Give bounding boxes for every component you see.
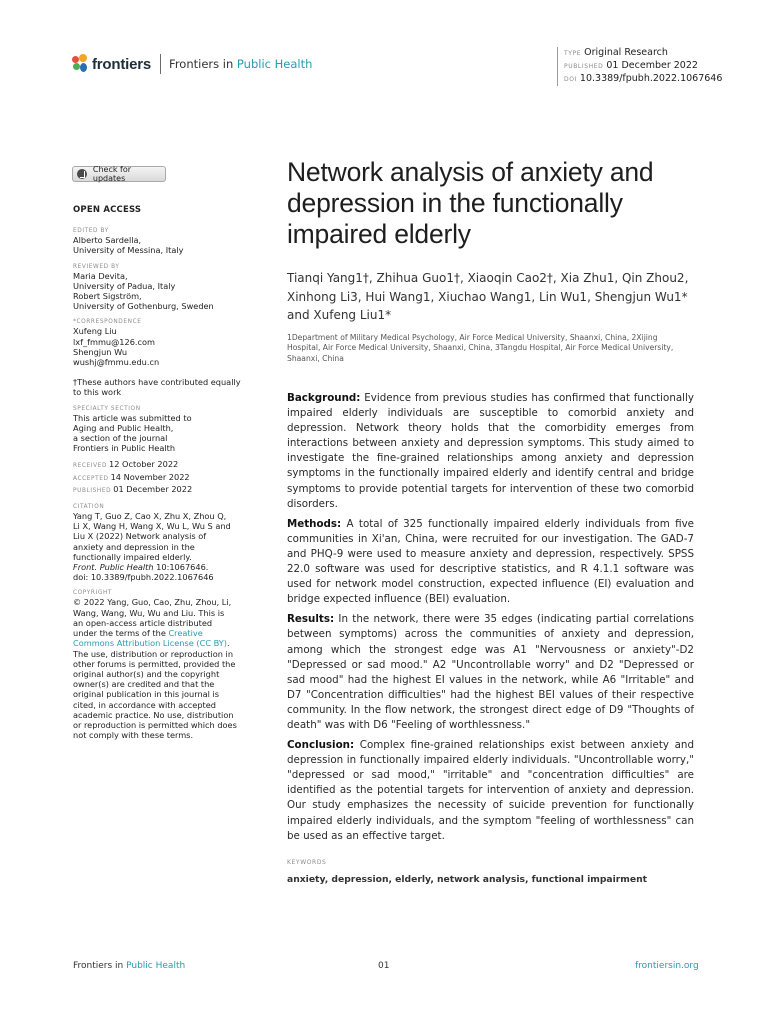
- equal-contribution-note: †These authors have contributed equally to this work: [73, 377, 241, 398]
- keywords-label: KEYWORDS: [287, 859, 327, 866]
- reviewed-by: Maria Devita, University of Padua, Italy Robert Sigström, University of Gothenburg, Sweden: [73, 270, 214, 312]
- article-type: TYPE Original Research: [564, 47, 668, 58]
- abstract-background: Background: Evidence from previous studies has confirmed that functionally impaired elderly individuals are susceptible to comorbid anxiety and depression. Network theory holds that the comorbidity emerges from interactions between anxiety and depression symptoms. This study aimed to investigate the fine-grained relationships among anxiety and depression symptoms in the functionally impaired elderly and identify central and bridge symptoms to provide potential targets for intervention of these two comorbid disorders.: [287, 392, 694, 510]
- correspondence-label: *CORRESPONDENCE: [73, 319, 142, 326]
- article-meta: [557, 47, 722, 86]
- edited-by-label: EDITED BY: [73, 228, 109, 235]
- journal-header: [72, 54, 312, 74]
- email-link[interactable]: lxf_fmmu@126.com: [73, 336, 156, 347]
- correspondence: Xufeng Liu lxf_fmmu@126.com Shengjun Wu wushj@fmmu.edu.cn: [73, 326, 243, 367]
- affiliations: 1Department of Military Medical Psychology, Air Force Medical University, Shaanxi, China, 2Xijing Hospital, Air Force Medical University, Shaanxi, China, 3Tangdu Hospital, Air Force Medical University, Shaanxi, China: [287, 333, 674, 363]
- cc-by-license-link[interactable]: Creative Commons Attribution License (CC BY): [73, 628, 227, 649]
- abstract-results: Results: In the network, there were 35 edges (indicating partial correlations between symptoms) across the communities of anxiety and depression, among which the strongest edge was A1 "Nervousness or anxiety"-D2 "Depressed or sad mood." A2 "Uncontrollable worry" and D2 "Depressed or sad mood" had the highest EI values in the network, while A6 "Irritable" and D7 "Concentration difficulties" had the highest BEI values of their respective community. In the flow network, the strongest direct edge of D9 "Thoughts of death" was with D6 "Feeling of worthlessness.": [287, 613, 694, 731]
- article-title: Network analysis of anxiety and depression in the functionally impaired elderly: [287, 157, 654, 249]
- open-access-label: OPEN ACCESS: [73, 205, 142, 215]
- copyright: © 2022 Yang, Guo, Cao, Zhu, Zhou, Li, Wang, Wang, Wu, Wu and Liu. This is an open-access article distributed under the terms of the Creative Commons Attribution License (CC BY). The use, distribution or reproduction in other forums is permitted, provided the original author(s) and the copyright owner(s) are credited and that the original publication in this journal is cited, in accordance with accepted academic practice. No use, distribution or reproduction is permitted which does not comply with these terms.: [73, 597, 237, 741]
- brand-name[interactable]: frontiers: [92, 55, 152, 73]
- specialty-section: This article was submitted to Aging and Public Health, a section of the journal Frontiers in Public Health: [73, 412, 192, 454]
- copyright-label: COPYRIGHT: [73, 590, 113, 597]
- sidebar: [73, 205, 243, 742]
- edited-by: Alberto Sardella, University of Messina, Italy: [73, 235, 184, 256]
- header-divider: [160, 54, 161, 74]
- check-for-updates-button[interactable]: Check for updates: [72, 166, 166, 182]
- footer-site-link[interactable]: frontiersin.org: [635, 961, 699, 971]
- email-link[interactable]: wushj@fmmu.edu.cn: [73, 357, 160, 368]
- frontiers-logo-icon: [72, 54, 88, 74]
- specialty-label: SPECIALTY SECTION: [73, 405, 141, 412]
- abstract-methods: Methods: A total of 325 functionally impaired elderly individuals from five communities in Xi'an, China, were recruited for our investigation. The GAD-7 and PHQ-9 were used to measure anxiety and depression, respectively. SPSS 22.0 software was used for descriptive statistics, and R 4.1.1 software was used for network model construction, expected influence (EI) evaluation and bridge expected influence (BEI) evaluation.: [287, 517, 694, 606]
- citation: Yang T, Guo Z, Cao X, Zhu X, Zhou Q, Li X, Wang H, Wang X, Wu L, Wu S and Liu X (2022) Network analysis of anxiety and depression in the functionally impaired elderly. Front. Public Health 10:1067646. doi: 10.3389/fpubh.2022.1067646: [73, 511, 231, 583]
- citation-label: CITATION: [73, 504, 105, 511]
- reviewed-by-label: REVIEWED BY: [73, 263, 120, 270]
- abstract: [287, 391, 694, 849]
- page-number: 01: [378, 961, 390, 971]
- abstract-conclusion: Conclusion: Complex fine-grained relationships exist between anxiety and depression in functionally impaired elderly individuals. "Uncontrollable worry," "depressed or sad mood," "irritable" and "concentration difficulties" are identified as the potential targets for intervention of anxiety and depression. Our study emphasizes the necessity of suicide prevention for functionally impaired elderly individuals, and the symptom "feeling of worthlessness" can be used as an effective target.: [287, 739, 694, 842]
- article-doi[interactable]: DOI 10.3389/fpubh.2022.1067646: [564, 73, 723, 84]
- footer-journal[interactable]: Frontiers in Public Health: [73, 961, 186, 971]
- keywords: anxiety, depression, elderly, network analysis, functional impairment: [287, 874, 648, 885]
- journal-name[interactable]: Frontiers in Public Health: [169, 57, 313, 71]
- dates: RECEIVED 12 October 2022 ACCEPTED 14 November 2022 PUBLISHED 01 December 2022: [73, 459, 193, 494]
- author-list: Tianqi Yang1†, Zhihua Guo1†, Xiaoqin Cao2†, Xia Zhu1, Qin Zhou2, Xinhong Li3, Hui Wang1, Xiuchao Wang1, Lin Wu1, Shengjun Wu1* and Xufeng Liu1*: [287, 271, 689, 322]
- article-published: PUBLISHED 01 December 2022: [564, 60, 698, 71]
- check-icon: [77, 169, 87, 179]
